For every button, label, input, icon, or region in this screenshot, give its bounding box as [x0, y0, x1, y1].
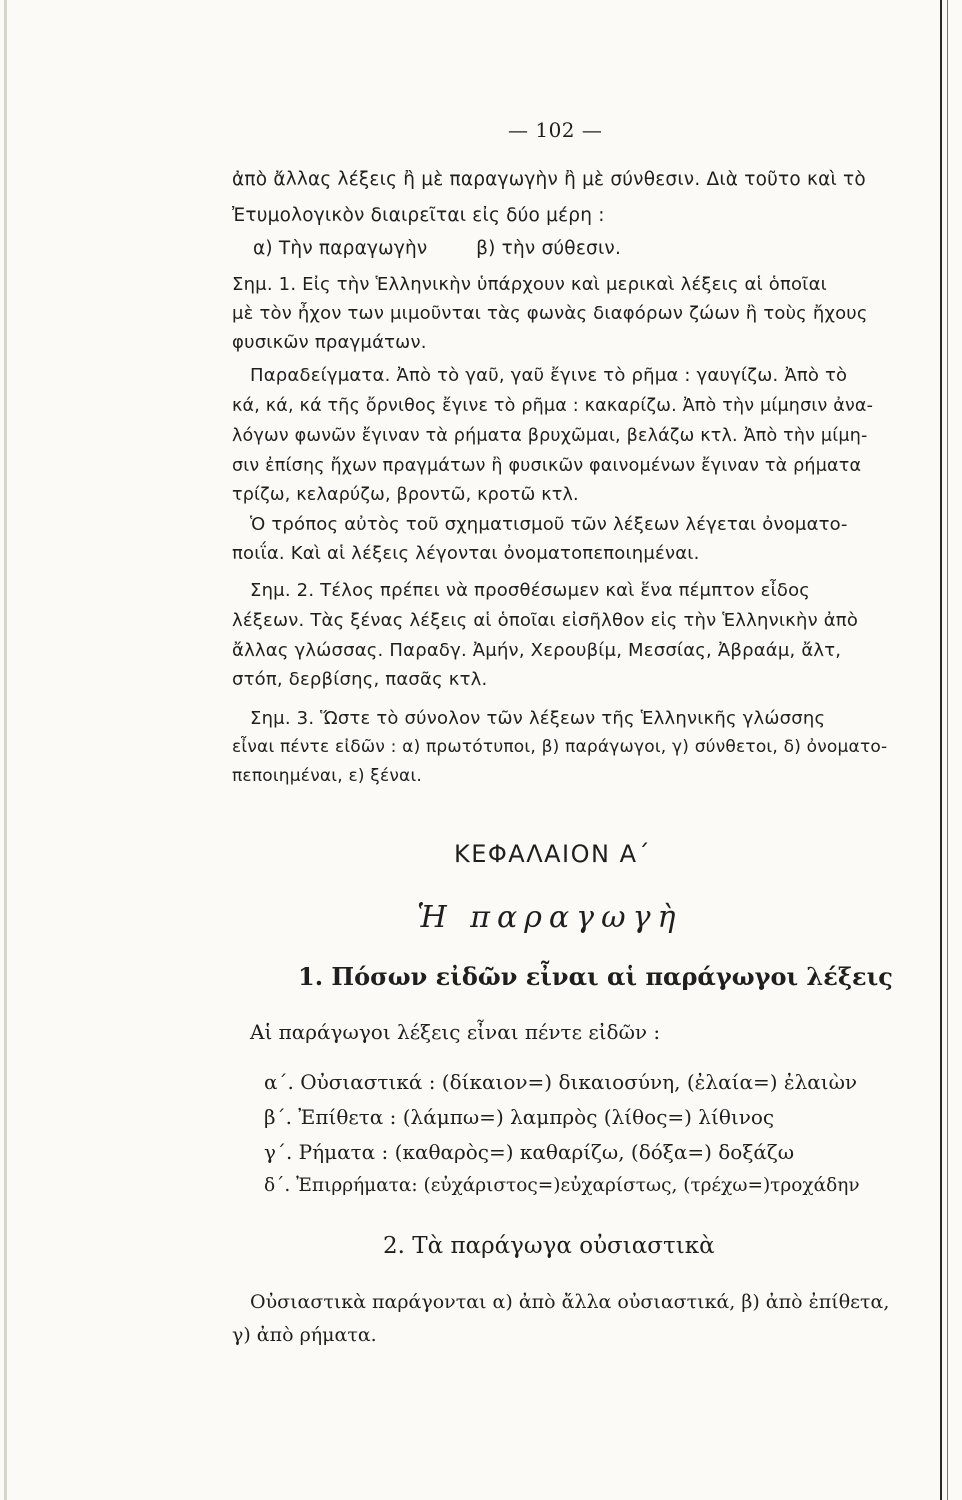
- note-line: λέξεων. Τὰς ξένας λέξεις αἱ ὁποῖαι εἰσῆλθον εἰς τὴν Ἑλληνικὴν ἀπὸ: [232, 610, 859, 631]
- text-line: Οὐσιαστικὰ παράγονται α) ἀπὸ ἄλλα οὐσιαστικά, β) ἀπὸ ἐπίθετα,: [250, 1291, 890, 1313]
- section-intro: Αἱ παράγωγοι λέξεις εἶναι πέντε εἰδῶν :: [250, 1020, 661, 1044]
- note-line: Σημ. 3. Ὥστε τὸ σύνολον τῶν λέξεων τῆς Ἑλληνικῆς γλώσσης: [250, 708, 826, 729]
- list-item: α΄. Οὐσιαστικά : (δίκαιον=) δικαιοσύνη, (ἐλαία=) ἐλαιὼν: [264, 1070, 858, 1094]
- section-heading: 2. Τὰ παράγωγα οὐσιαστικὰ: [383, 1233, 715, 1259]
- text-line: α) Τὴν παραγωγὴν β) τὴν σύθεσιν.: [253, 238, 622, 259]
- example-line: σιν ἐπίσης ἤχων πραγμάτων ἢ φυσικῶν φαινομένων ἔγιναν τὰ ρήματα: [232, 456, 862, 476]
- example-line: λόγων φωνῶν ἔγιναν τὰ ρήματα βρυχῶμαι, βελάζω κτλ. Ἀπὸ τὴν μίμη-: [232, 426, 868, 446]
- note-line: εἶναι πέντε εἰδῶν : α) πρωτότυποι, β) παράγωγοι, γ) σύνθετοι, δ) ὀνοματο-: [232, 737, 888, 757]
- text-line: γ) ἀπὸ ρήματα.: [232, 1324, 377, 1346]
- text-line: Ἐτυμολογικὸν διαιρεῖται εἰς δύο μέρη :: [232, 205, 605, 226]
- example-line: ποιΐα. Καὶ αἱ λέξεις λέγονται ὀνοματοπεποιημέναι.: [232, 543, 700, 564]
- note-line: φυσικῶν πραγμάτων.: [232, 332, 427, 353]
- page-left-edge: [4, 0, 7, 1500]
- note-line: Σημ. 2. Τέλος πρέπει νὰ προσθέσωμεν καὶ ἕνα πέμπτον εἶδος: [250, 580, 811, 601]
- example-line: κά, κά, κά τῆς ὄρνιθος ἔγινε τὸ ρῆμα : κακαρίζω. Ἀπὸ τὴν μίμησιν ἀνα-: [232, 396, 874, 416]
- page-number: — 102 —: [508, 118, 603, 142]
- list-item: γ΄. Ρήματα : (καθαρὸς=) καθαρίζω, (δόξα=) δοξάζω: [264, 1140, 794, 1164]
- note-line: πεποιημέναι, ε) ξέναι.: [232, 766, 423, 786]
- note-line: στόπ, δερβίσης, πασᾶς κτλ.: [232, 669, 488, 690]
- note-line: Σημ. 1. Εἰς τὴν Ἑλληνικὴν ὑπάρχουν καὶ μερικαὶ λέξεις αἱ ὁποῖαι: [232, 274, 827, 295]
- chapter-subtitle: Ἡ παραγωγὴ: [417, 900, 683, 935]
- chapter-title: ΚΕΦΑΛΑΙΟΝ Α΄: [454, 840, 652, 868]
- example-line: τρίζω, κελαρύζω, βροντῶ, κροτῶ κτλ.: [232, 485, 579, 505]
- text-line: ἀπὸ ἄλλας λέξεις ἢ μὲ παραγωγὴν ἢ μὲ σύνθεσιν. Διὰ τοῦτο καὶ τὸ: [232, 169, 866, 190]
- example-line: Παραδείγματα. Ἀπὸ τὸ γαῦ, γαῦ ἔγινε τὸ ρῆμα : γαυγίζω. Ἀπὸ τὸ: [250, 365, 848, 386]
- section-heading: 1. Πόσων εἰδῶν εἶναι αἱ παράγωγοι λέξεις: [298, 962, 893, 991]
- example-line: Ὁ τρόπος αὐτὸς τοῦ σχηματισμοῦ τῶν λέξεων λέγεται ὀνοματο-: [250, 514, 848, 535]
- list-item: δ΄. Ἐπιρρήματα: (εὐχάριστος=)εὐχαρίστως, (τρέχω=)τροχάδην: [264, 1175, 860, 1196]
- note-line: ἄλλας γλώσσας. Παραδγ. Ἀμήν, Χερουβίμ, Μεσσίας, Ἀβραάμ, ἄλτ,: [232, 640, 842, 661]
- list-item: β΄. Ἐπίθετα : (λάμπω=) λαμπρὸς (λίθος=) λίθινος: [264, 1105, 775, 1129]
- note-line: μὲ τὸν ἦχον των μιμοῦνται τὰς φωνὰς διαφόρων ζώων ἢ τοὺς ἤχους: [232, 303, 868, 324]
